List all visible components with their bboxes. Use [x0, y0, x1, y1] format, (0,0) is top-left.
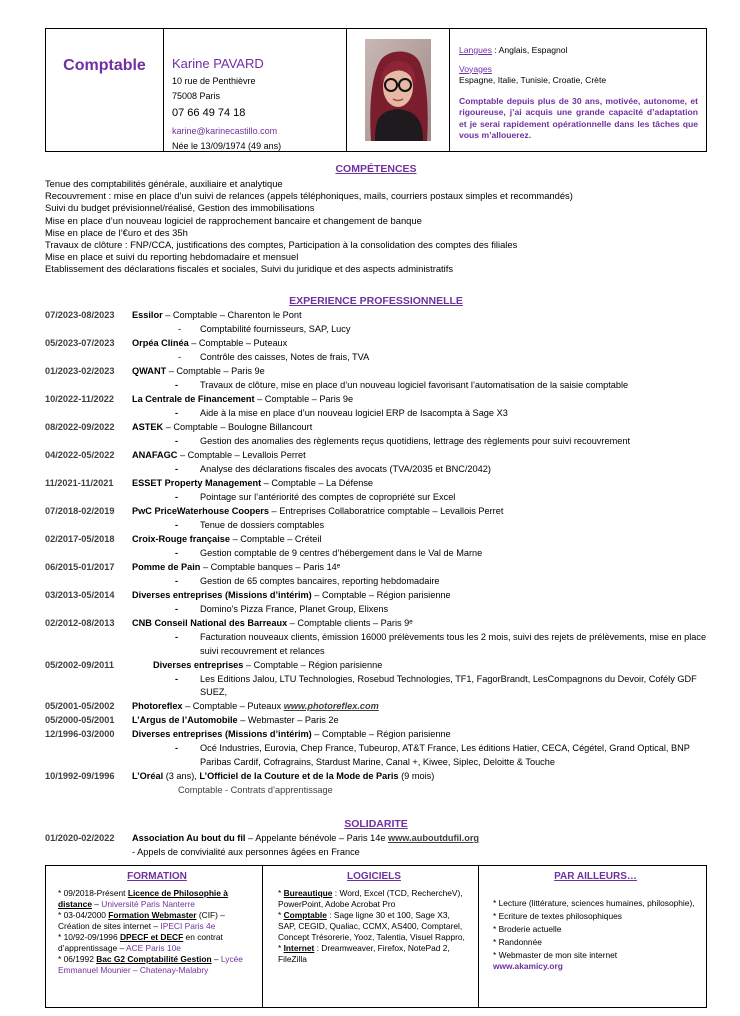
experience-company: L’Oréal	[132, 770, 164, 781]
bullet-dash-icon: -	[175, 464, 179, 474]
bullet-dash-icon: -	[175, 673, 179, 684]
hobby-item: * Randonnée	[493, 937, 542, 947]
experience-dates: 05/2000-05/2001	[45, 715, 115, 726]
experience-row	[45, 561, 707, 575]
formation-column	[46, 866, 263, 1007]
experience-role: – Comptable – Région parisienne	[311, 590, 451, 600]
competence-line: Etablissement des déclarations fiscales et sociales, Suivi du juridique et des aspects administratifs	[45, 263, 454, 275]
experience-row	[45, 309, 707, 323]
experience-detail: - Gestion de 65 comptes bancaires, reporting hebdomadaire	[45, 575, 707, 589]
bullet-dash-icon: -	[175, 520, 179, 530]
hobby-website-link[interactable]: www.akamicy.org	[493, 961, 563, 971]
experience-company: Photoreflex	[132, 701, 183, 712]
experience-company: La Centrale de Financement	[132, 394, 255, 404]
experience-company-2: L’Officiel de la Couture et de la Mode de Paris	[199, 770, 399, 781]
bullet-dash-icon: -	[175, 743, 179, 754]
experience-role: – Comptable – La Défense	[261, 478, 374, 488]
formation-title: FORMATION	[127, 871, 187, 882]
experience-row	[45, 337, 707, 351]
experience-role: – Comptable – Puteaux	[188, 338, 288, 348]
email-link[interactable]: karine@karinecastillo.com	[172, 126, 278, 136]
experience-row	[45, 714, 707, 728]
experience-role: – Webmaster – Paris 2e	[237, 715, 339, 726]
bottom-box	[45, 865, 707, 1008]
experience-company: ESSET Property Management	[132, 478, 262, 488]
experience-company: Diverses entreprises	[153, 659, 244, 670]
experience-row	[45, 770, 707, 784]
experience-row	[45, 365, 707, 379]
hobby-item: * Ecriture de textes philosophiques	[493, 911, 622, 921]
competences-list	[45, 178, 707, 276]
experience-dates: 02/2017-05/2018	[45, 534, 115, 544]
experience-company: Pomme de Pain	[132, 562, 201, 572]
profile-photo	[365, 39, 431, 141]
experience-detail: - Travaux de clôture, mise en place d’un nouveau logiciel favorisant l’automatisation de la saisie comptable	[45, 379, 707, 393]
solidarite-company: Association Au bout du fil	[132, 833, 246, 843]
software-accounting: * Comptable : Sage ligne 30 et 100, Sage X3, SAP, CEGID, Qualiac, CCMX, AS400, Comptarel, Concept Trésorerie, Yooz, Talentia, Visuel Rappro,	[278, 910, 465, 942]
full-name: Karine PAVARD	[172, 56, 264, 71]
travel-label: Voyages	[459, 63, 492, 74]
experience-dates: 12/1996-03/2000	[45, 729, 115, 740]
experience-company: ANAFAGC	[132, 450, 178, 460]
experience-dates: 11/2021-11/2021	[45, 478, 114, 488]
experience-row	[45, 505, 707, 519]
experience-role: – Comptable – Région parisienne	[243, 659, 383, 670]
experience-row	[45, 477, 707, 491]
experience-role: – Comptable – Créteil	[230, 534, 322, 544]
experience-dates: 05/2002-09/2011	[45, 659, 114, 670]
bullet-dash-icon: -	[175, 492, 179, 502]
experience-list	[45, 309, 707, 798]
job-title: Comptable	[63, 57, 146, 74]
experience-role: – Comptable – Paris 9e	[166, 366, 265, 376]
competence-line: Travaux de clôture : FNP/CCA, justifications des comptes, Participation à la consolidation des comptes des filiales	[45, 239, 518, 251]
experience-dates: 01/2023-02/2023	[45, 366, 115, 376]
competence-line: Suivi du budget prévisionnel/réalisé, Gestion des immobilisations	[45, 202, 315, 214]
experience-detail: - Domino's Pizza France, Planet Group, Elixens	[45, 603, 707, 617]
experience-role: – Comptable – Région parisienne	[311, 729, 451, 740]
experience-row	[45, 449, 707, 463]
company-website-link[interactable]: www.photoreflex.com	[283, 701, 379, 712]
experience-detail: - Les Editions Jalou, LTU Technologies, Rosebud Technologies, TF1, FagorBrandt, LesCompagnons du Devoir, Cofély GDF SUEZ,	[175, 673, 697, 698]
experience-role: – Comptable – Charenton le Pont	[162, 310, 302, 320]
experience-dates: 03/2013-05/2014	[45, 590, 115, 600]
experience-role: – Comptable – Paris 9e	[254, 394, 354, 404]
experience-dates: 04/2022-05/2022	[45, 450, 115, 460]
hobby-item: * Lecture (littérature, sciences humaines, philosophie),	[493, 898, 695, 908]
formation-item: * 09/2018-Présent Licence de Philosophie à distance – Université Paris Nanterre	[58, 888, 228, 909]
formation-item: * 06/1992 Bac G2 Comptabilité Gestion – Lycée Emmanuel Mounier – Chatenay-Malabry	[58, 954, 243, 975]
hobbies-column	[479, 866, 706, 1007]
experience-company: QWANT	[132, 366, 167, 376]
experience-company: Diverses entreprises (Missions d’intérim)	[132, 590, 312, 600]
experience-row	[45, 659, 707, 673]
experience-company: ASTEK	[132, 422, 164, 432]
formation-item: * 03-04/2000 Formation Webmaster (CIF) – Création de sites internet – IPECI Paris 4e	[58, 910, 225, 931]
hobbies-title: PAR AILLEURS…	[554, 871, 637, 882]
bullet-dash-icon: -	[175, 604, 179, 614]
experience-detail: - Contrôle des caisses, Notes de frais, TVA	[45, 351, 707, 365]
address-line-2: 75008 Paris	[172, 91, 221, 101]
experience-row	[45, 589, 707, 603]
experience-row	[45, 421, 707, 435]
experience-dates: 02/2012-08/2013	[45, 618, 115, 628]
experience-dates: 05/2001-05/2002	[45, 701, 115, 712]
experience-company: CNB Conseil National des Barreaux	[132, 618, 288, 628]
experience-dates: 10/2022-11/2022	[45, 394, 114, 404]
experience-dates: 07/2018-02/2019	[45, 506, 115, 516]
experience-row	[45, 617, 707, 631]
experience-detail: - Facturation nouveaux clients, émission 16000 prélèvements tous les 2 mois, suivi des rejets de prélèvements, mise en place suivi recouvrement et relances	[175, 632, 707, 656]
bullet-dash-icon: -	[175, 380, 179, 390]
experience-detail: - Océ Industries, Eurovia, Chep France, Tubeurop, AT&T France, Les éditions Hatier, CECA, Cégétel, Grand Optical, BNP Paribas Cardif, Cofragrains, Stardust Marine, Canal +, Kiwee, Siplec, Deloitte & Touche	[175, 743, 690, 767]
experience-role: – Entreprises Collaboratrice comptable – Levallois Perret	[269, 506, 504, 516]
experience-dates: 08/2022-09/2022	[45, 422, 115, 432]
experience-company: Essilor	[132, 310, 163, 320]
solidarite-website-link[interactable]: www.auboutdufil.org	[388, 833, 480, 843]
bullet-dash-icon: -	[178, 352, 182, 362]
experience-role: – Comptable – Boulogne Billancourt	[163, 422, 313, 432]
experience-company: Orpéa Clinéa	[132, 338, 189, 348]
logiciels-title: LOGICIELS	[347, 871, 401, 882]
travel-value: Espagne, Italie, Tunisie, Croatie, Crète	[459, 75, 607, 85]
experience-row	[45, 728, 707, 742]
experience-company: Croix-Rouge française	[132, 534, 231, 544]
bullet-dash-icon: -	[175, 408, 179, 418]
experience-detail: - Gestion des anomalies des règlements reçus quotidiens, lettrage des règlements pour suivi recouvrement	[45, 435, 707, 449]
solidarite-title: SOLIDARITE	[344, 818, 408, 830]
solidarite-row	[45, 832, 707, 846]
experience-row	[45, 393, 707, 407]
experience-company: Diverses entreprises (Missions d’intérim)	[132, 729, 312, 740]
software-office: * Bureautique : Word, Excel (TCD, RechercheV), PowerPoint, Adobe Acrobat Pro	[278, 888, 463, 909]
bullet-dash-icon: -	[178, 324, 182, 334]
experience-duration: (9 mois)	[398, 770, 435, 781]
experience-role: – Comptable – Levallois Perret	[177, 450, 306, 460]
hobby-item: * Webmaster de mon site internet	[493, 950, 618, 960]
competence-line: Tenue des comptabilités générale, auxiliaire et analytique	[45, 178, 283, 189]
experience-row	[45, 533, 707, 547]
competence-line: Mise en place et suivi du reporting hebdomadaire et mensuel	[45, 251, 299, 263]
experience-dates: 06/2015-01/2017	[45, 562, 115, 572]
phone-number: 07 66 49 74 18	[172, 107, 246, 119]
experience-detail: - Comptabilité fournisseurs, SAP, Lucy	[45, 323, 707, 337]
languages-line	[459, 45, 698, 57]
experience-company: L’Argus de l’Automobile	[132, 715, 238, 726]
competence-line: Recouvrement : mise en place d’un suivi de relances (appels téléphoniques, mails, courriers postaux simples et recommandés)	[45, 190, 573, 202]
birth-date: Née le 13/09/1974 (49 ans)	[172, 141, 282, 151]
experience-detail: - Analyse des déclarations fiscales des avocats (TVA/2035 et BNC/2042)	[45, 463, 707, 477]
experience-title: EXPERIENCE PROFESSIONNELLE	[289, 295, 463, 307]
address-line-1: 10 rue de Penthièvre	[172, 76, 256, 86]
hobby-item: * Broderie actuelle	[493, 924, 562, 934]
profile-summary-cell	[450, 29, 706, 151]
languages-value: : Anglais, Espagnol	[491, 45, 568, 55]
experience-row	[45, 700, 707, 714]
software-internet: * Internet : Dreamweaver, Firefox, NotePad 2, FileZilla	[278, 943, 450, 964]
experience-role: – Comptable clients – Paris 9ᵉ	[287, 618, 413, 628]
header-box	[45, 28, 707, 152]
experience-detail: - Gestion comptable de 9 centres d’hébergement dans le Val de Marne	[45, 547, 707, 561]
bullet-dash-icon: -	[175, 632, 179, 642]
languages-label: Langues	[459, 45, 492, 55]
experience-detail: - Pointage sur l’antériorité des comptes de copropriété sur Excel	[45, 491, 707, 505]
bullet-dash-icon: -	[175, 576, 179, 586]
competence-line: Mise en place d’un nouveau logiciel de rapprochement bancaire et changement de banque	[45, 214, 422, 226]
apprentice-note: Comptable - Contrats d’apprentissage	[178, 784, 333, 795]
experience-detail: - Tenue de dossiers comptables	[45, 519, 707, 533]
bullet-dash-icon: -	[175, 436, 179, 446]
solidarite-section	[45, 832, 707, 860]
experience-dates: 10/1992-09/1996	[45, 770, 115, 781]
logiciels-column	[263, 866, 479, 1007]
experience-role: – Comptable banques – Paris 14ᵉ	[200, 562, 341, 572]
profile-pitch: Comptable depuis plus de 30 ans, motivée, autonome, et rigoureuse, j’ai acquis une grande capacité d’adaptation et je serai rapidement opérationnelle dans les tâches que vous m’allouerez.	[459, 95, 698, 140]
experience-dates: 05/2023-07/2023	[45, 338, 115, 348]
formation-item: * 10/92-09/1996 DPECF et DECF en contrat d’apprentissage – ACE Paris 10e	[58, 932, 223, 953]
experience-dates: 07/2023-08/2023	[45, 310, 115, 320]
experience-role: – Comptable – Puteaux	[182, 701, 284, 712]
solidarite-detail: - Appels de convivialité aux personnes âgées en France	[132, 847, 360, 857]
experience-detail: - Aide à la mise en place d’un nouveau logiciel ERP de Isacompta à Sage X3	[45, 407, 707, 421]
experience-role: (3 ans),	[163, 770, 200, 781]
competence-line: Mise en place de l’€uro et des 35h	[45, 226, 188, 238]
solidarite-dates: 01/2020-02/2022	[45, 833, 115, 843]
experience-company: PwC PriceWaterhouse Coopers	[132, 506, 269, 516]
photo-cell	[347, 29, 450, 151]
contact-cell	[164, 29, 347, 151]
job-title-cell	[46, 29, 164, 151]
solidarite-role: – Appelante bénévole – Paris 14e	[245, 833, 388, 843]
bullet-dash-icon: -	[175, 548, 179, 558]
competences-title: COMPÉTENCES	[335, 163, 417, 175]
